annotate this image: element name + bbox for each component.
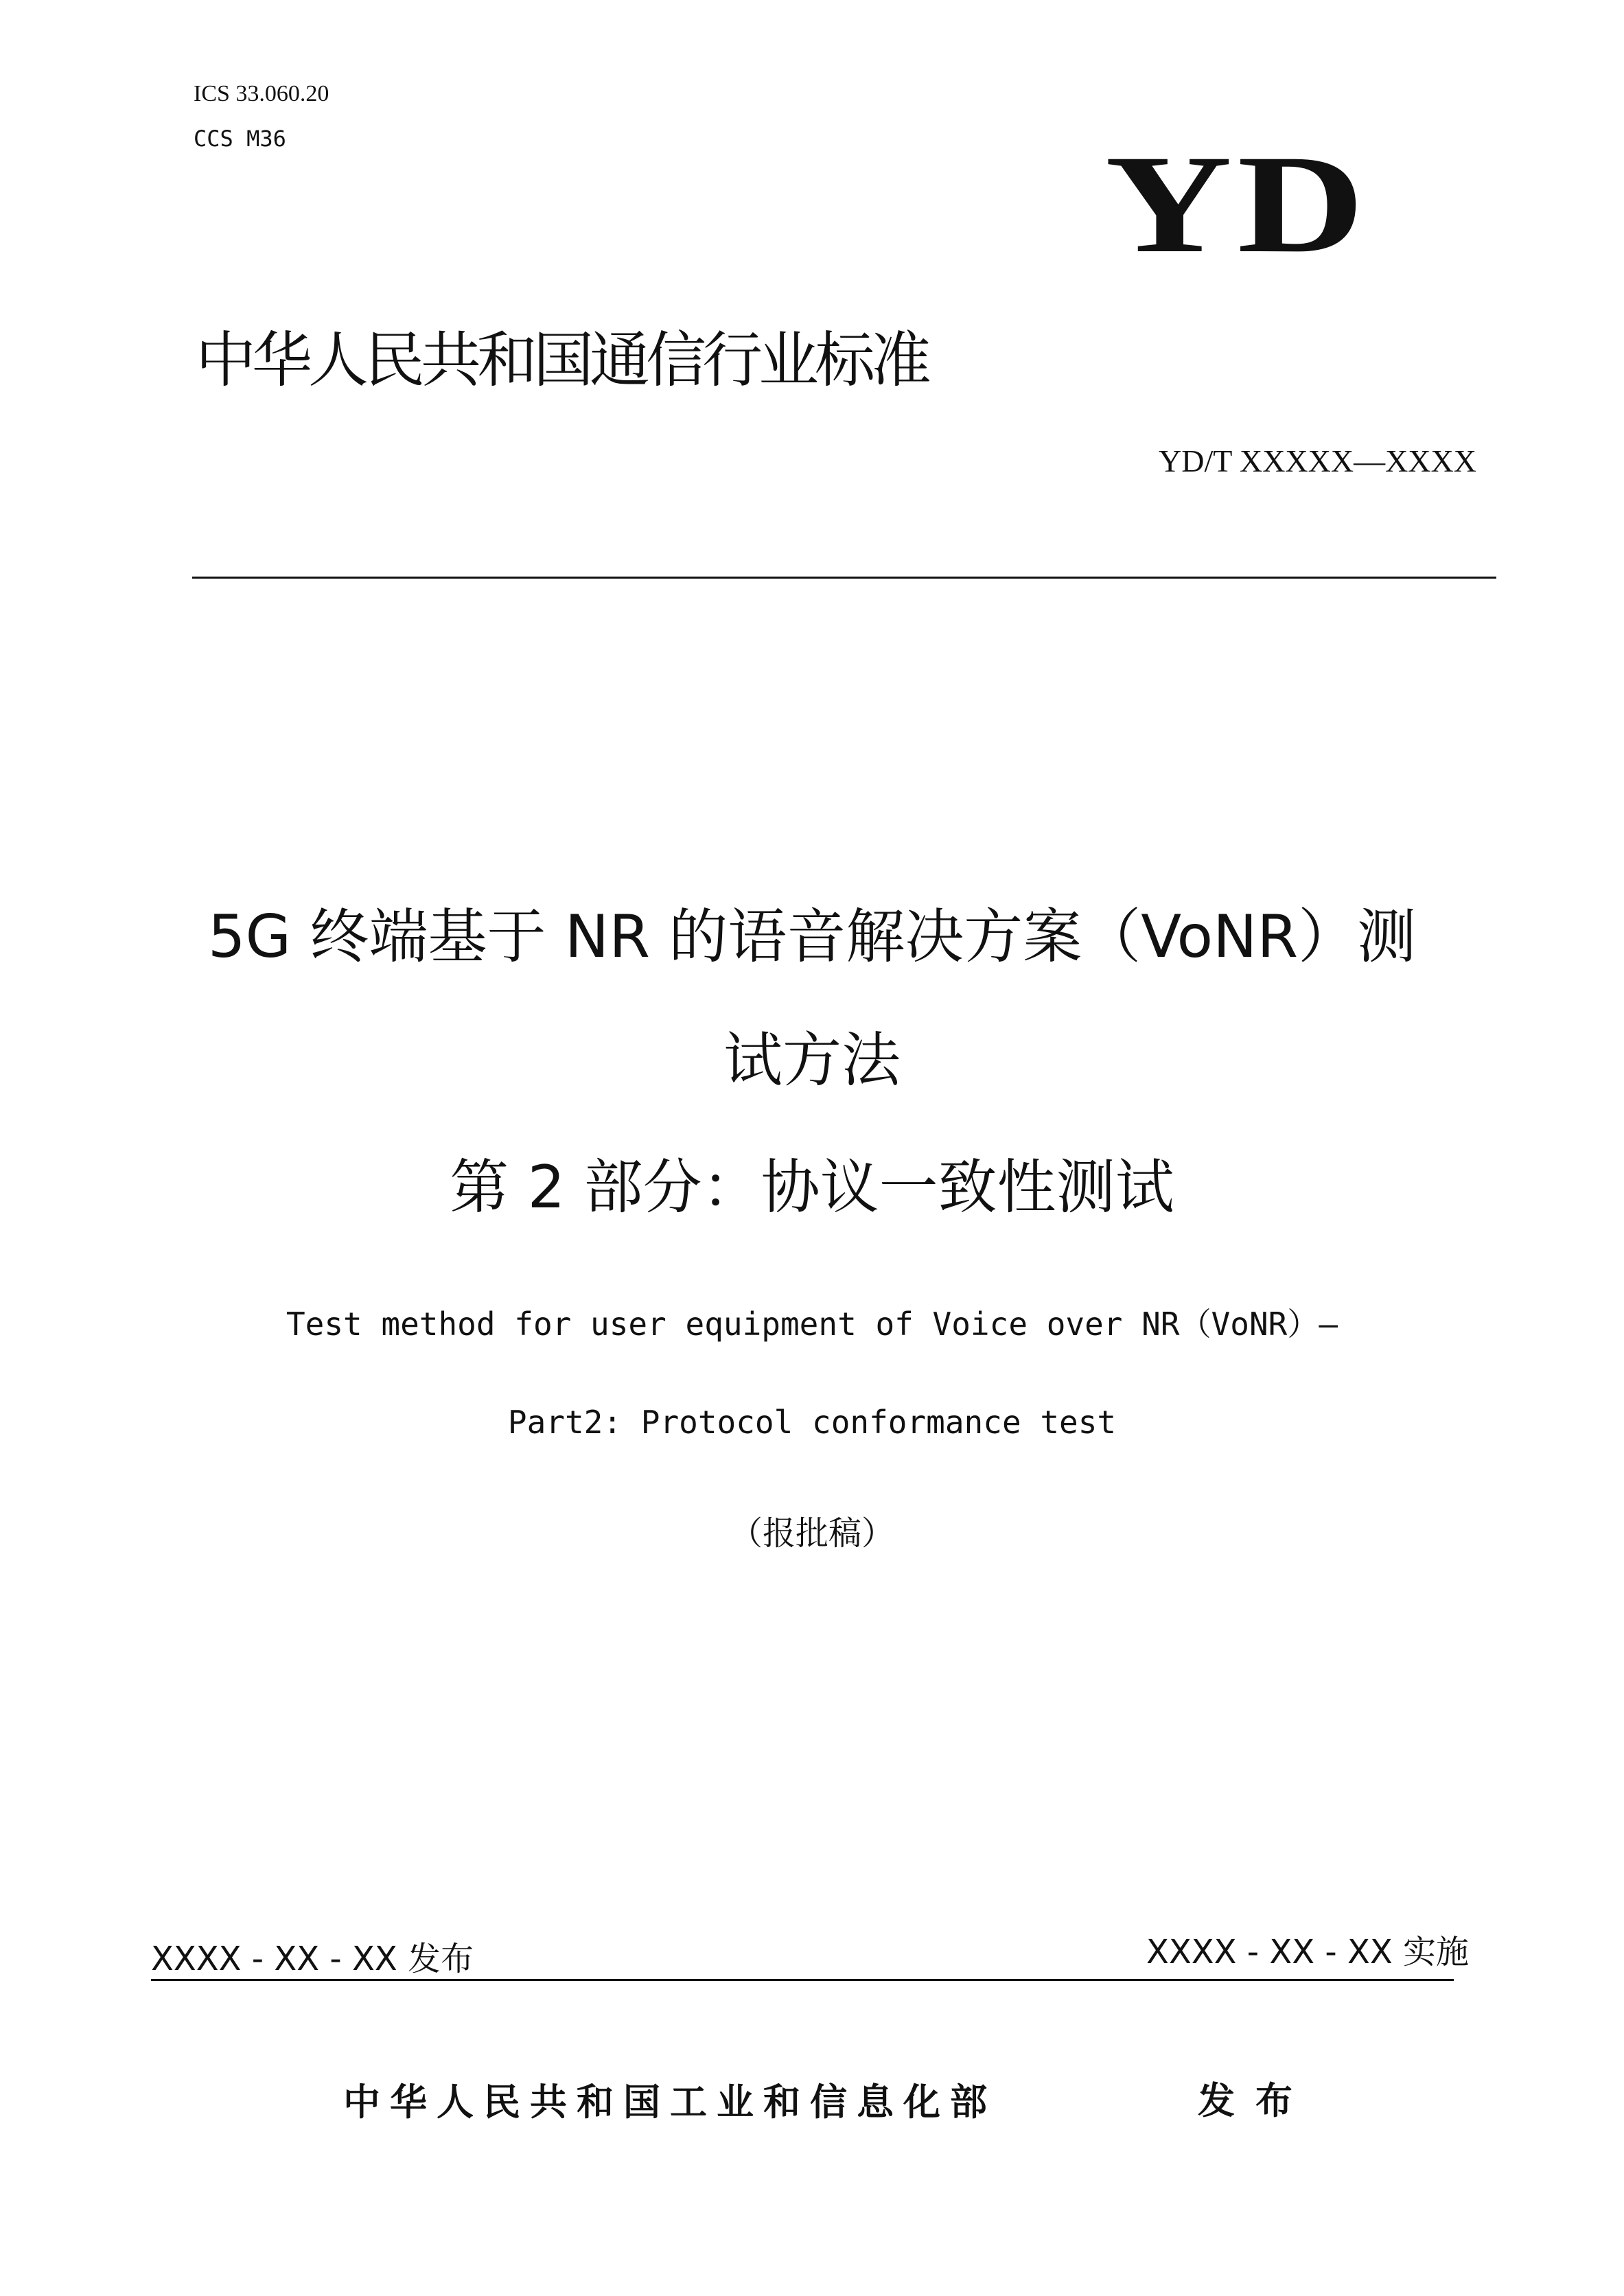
standard-body-heading: 中华人民共和国通信行业标准 (196, 325, 928, 395)
draft-stage-label: （报批稿） (729, 1514, 894, 1553)
implementation-date: XXXX - XX - XX 实施 (1146, 1933, 1469, 1971)
english-title-line-1: Test method for user equipment of Voice over NR（VoNR）— (286, 1306, 1338, 1343)
bottom-divider (151, 1979, 1454, 1981)
yd-logo: YD (1105, 126, 1370, 282)
publisher-name: 中华人民共和国工业和信息化部 (343, 2080, 997, 2124)
publish-label: 发布 (1198, 2079, 1313, 2122)
ics-code: ICS 33.060.20 (194, 81, 329, 106)
issue-date: XXXX - XX - XX 发布 (151, 1940, 474, 1978)
standard-number: YD/T XXXXX—XXXX (1159, 443, 1476, 478)
top-divider (192, 577, 1496, 579)
ccs-code: CCS M36 (194, 126, 286, 152)
title-line-3: 第 2 部分：协议一致性测试 (450, 1153, 1174, 1222)
title-line-1: 5G 终端基于 NR 的语音解决方案（VoNR）测 (207, 903, 1417, 971)
english-title-line-2: Part2: Protocol conformance test (507, 1404, 1117, 1441)
title-line-2: 试方法 (723, 1026, 901, 1095)
